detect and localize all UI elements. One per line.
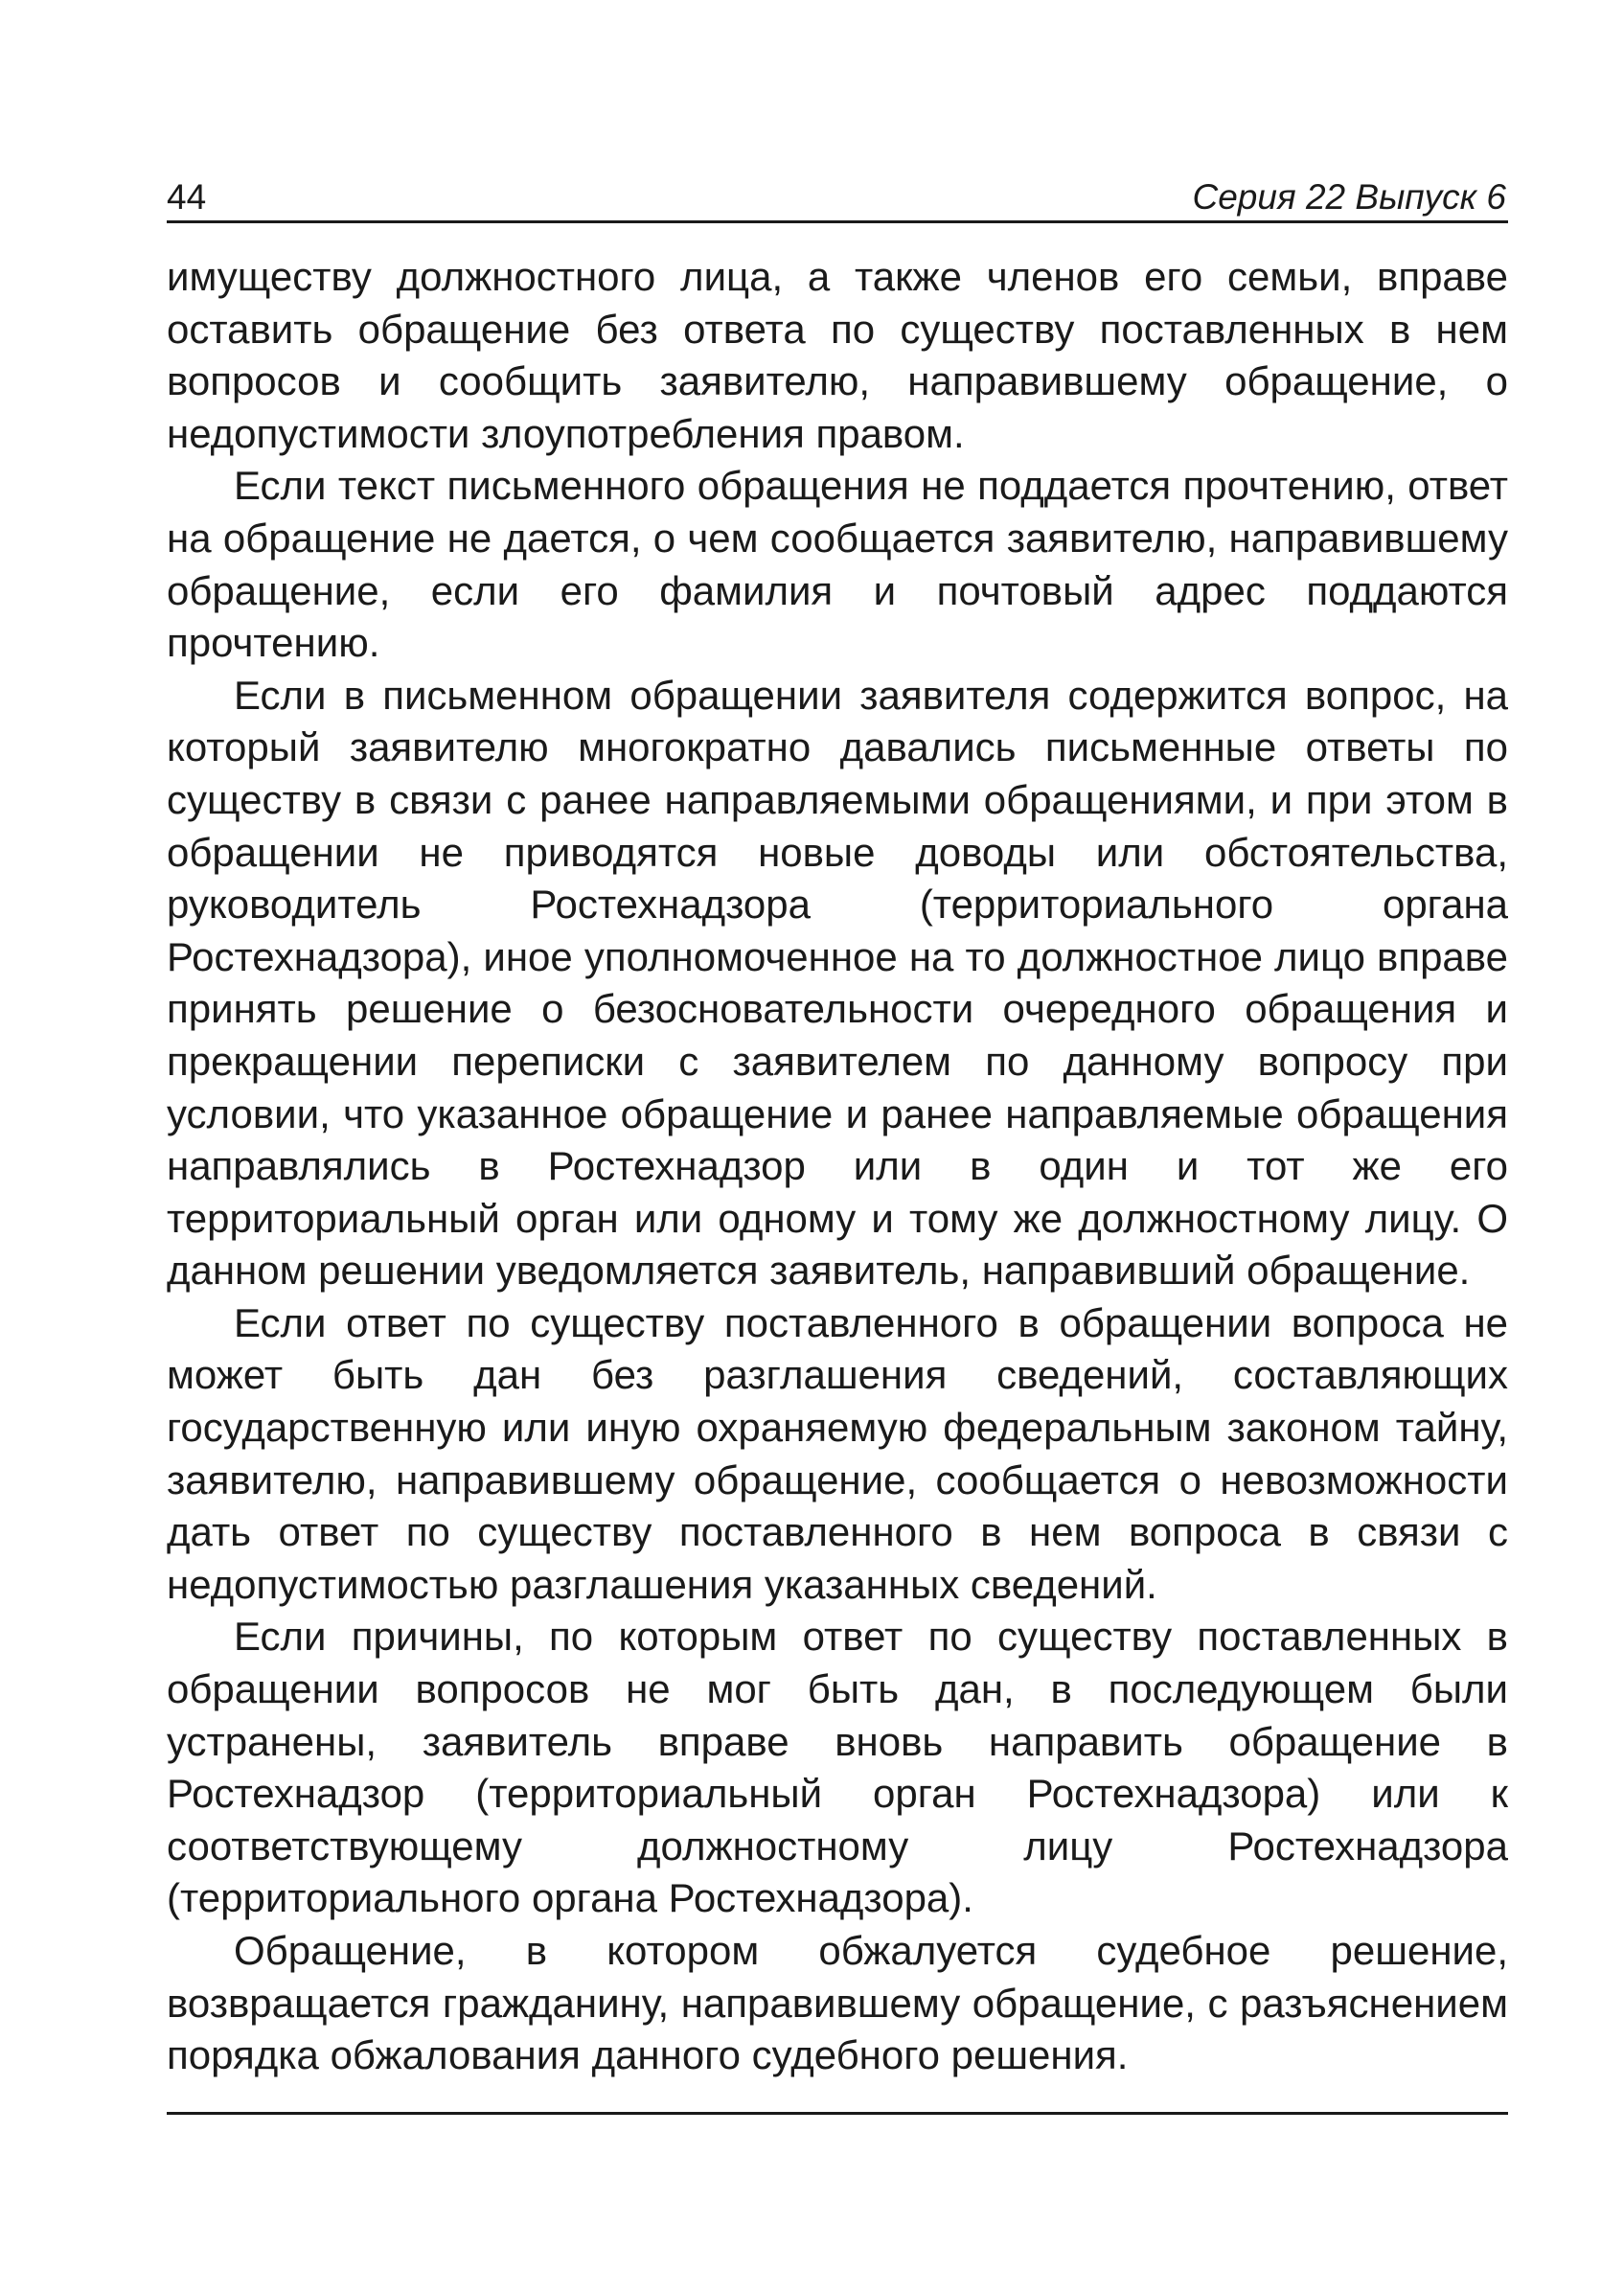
paragraph: Если причины, по которым ответ по существу поставленных в обращении вопросов не мог быть дан, в последующем были устранены, заявитель вправе вновь направить обращение в Ростехнадзор (территориальный орган Ростехнадзора) или к соответствующему должностному лицу Ростехнадзора (территориального органа Ростехнадзора). [167,1614,1508,1921]
paragraph: Если ответ по существу поставленного в обращении вопроса не может быть дан без разглашения сведений, составляющих государственную или иную охраняемую федеральным законом тайну, заявителю, направившему обращение, сообщается о невозможности дать ответ по существу поставленного в нем вопроса в связи с недопустимостью разглашения указанных сведений. [167,1299,1508,1607]
body-text [167,251,1508,2082]
footer-rule [167,2112,1508,2115]
running-title: Серия 22 Выпуск 6 [1192,177,1506,217]
paragraph: Обращение, в котором обжалуется судебное решение, возвращается гражданину, направившему обращение, с разъяснением порядка обжалования данного судебного решения. [167,1928,1508,2078]
page-header [167,178,1508,223]
paragraph: Если текст письменного обращения не поддается прочтению, ответ на обращение не дается, о чем сообщается заявителю, направившему обращение, если его фамилия и почтовый адрес поддаются прочтению. [167,463,1508,666]
paragraph: Если в письменном обращении заявителя содержится вопрос, на который заявителю многократно давались письменные ответы по существу в связи с ранее направляемыми обращениями, и при этом в обращении не приводятся новые доводы или обстоятельства, руководитель Ростехнадзора (территориального органа Ростехнадзора), иное уполномоченное на то должностное лицо вправе принять решение о безосновательности очередного обращения и прекращении переписки с заявителем по данному вопросу при условии, что указанное обращение и ранее направляемые обращения направлялись в Ростехнадзор или в один и тот же его территориальный орган или одному и тому же должностному лицу. О данном решении уведомляется заявитель, направивший обращение. [167,672,1508,1294]
page-number: 44 [167,177,207,217]
paragraph-continuation: имуществу должностного лица, а также членов его семьи, вправе оставить обращение без ответа по существу поставленных в нем вопросов и сообщить заявителю, направившему обращение, о недопустимости злоупотребления правом. [167,254,1508,456]
